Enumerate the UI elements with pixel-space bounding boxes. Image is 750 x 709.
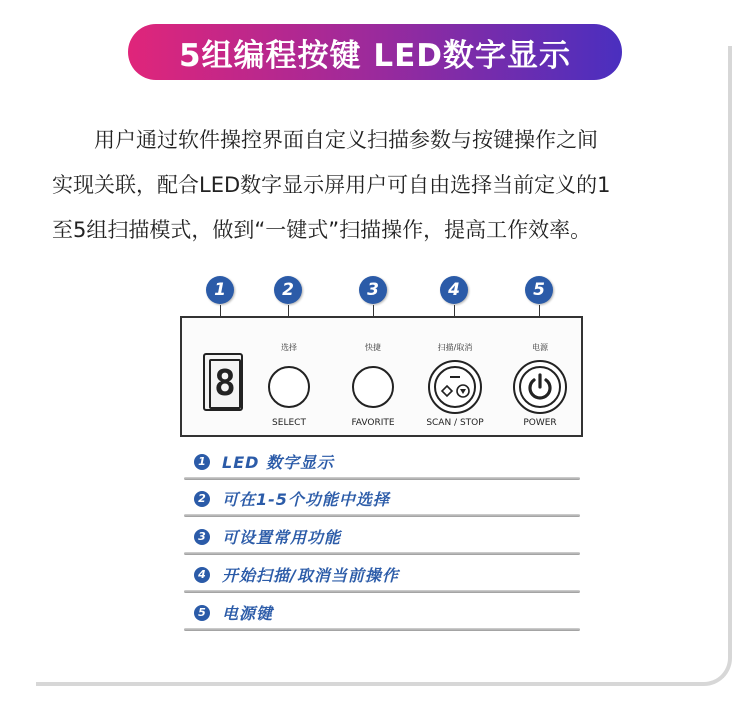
list-item-text: 可设置常用功能 — [222, 528, 342, 547]
power-icon — [521, 368, 559, 406]
list-bullet: 2 — [194, 491, 210, 507]
led-display — [203, 353, 243, 411]
list-item-text: LED 数字显示 — [222, 453, 334, 472]
intro-line-3: 至5组扫描模式，做到“一键式”扫描操作，提高工作效率。 — [52, 218, 592, 242]
favorite-label: FAVORITE — [351, 418, 395, 428]
select-label: SELECT — [272, 418, 306, 428]
page-title: 5组编程按键 LED数字显示 — [178, 37, 572, 74]
list-item — [184, 521, 580, 555]
scan-stop-icon — [436, 368, 474, 406]
list-item-text: 电源键 — [222, 604, 274, 623]
select-cn-label: 选择 — [281, 343, 297, 352]
list-underline — [184, 514, 580, 517]
list-item — [184, 446, 580, 480]
power-cn-label: 电源 — [532, 343, 548, 352]
marker-1: 1 — [206, 276, 234, 304]
favorite-button[interactable] — [352, 366, 394, 408]
list-item-text: 开始扫描/取消当前操作 — [222, 566, 399, 585]
intro-paragraph — [52, 118, 712, 253]
list-bullet: 4 — [194, 567, 210, 583]
favorite-cn-label: 快捷 — [365, 343, 381, 352]
list-underline — [184, 628, 580, 631]
list-item — [184, 597, 580, 631]
power-button[interactable] — [513, 360, 567, 414]
list-bullet: 5 — [194, 605, 210, 621]
list-bullet: 3 — [194, 529, 210, 545]
list-item-text: 可在1-5个功能中选择 — [222, 490, 390, 509]
list-underline — [184, 590, 580, 593]
list-underline — [184, 477, 580, 480]
scan-stop-inner-ring — [434, 366, 476, 408]
power-label: POWER — [523, 418, 557, 428]
scan-cn-label: 扫描/取消 — [437, 343, 473, 352]
control-panel — [180, 316, 583, 437]
list-underline — [184, 552, 580, 555]
led-digit: 8 — [209, 359, 241, 409]
list-bullet: 1 — [194, 454, 210, 470]
intro-line-2: 实现关联，配合LED数字显示屏用户可自由选择当前定义的1 — [52, 173, 611, 197]
list-item — [184, 483, 580, 517]
list-item — [184, 559, 580, 593]
marker-4: 4 — [440, 276, 468, 304]
power-inner-ring — [519, 366, 561, 408]
select-button[interactable] — [268, 366, 310, 408]
marker-5: 5 — [525, 276, 553, 304]
marker-2: 2 — [274, 276, 302, 304]
intro-line-1: 用户通过软件操控界面自定义扫描参数与按键操作之间 — [94, 128, 598, 152]
title-banner — [128, 24, 622, 80]
marker-3: 3 — [359, 276, 387, 304]
scan-stop-label: SCAN / STOP — [426, 418, 484, 428]
scan-stop-button[interactable] — [428, 360, 482, 414]
